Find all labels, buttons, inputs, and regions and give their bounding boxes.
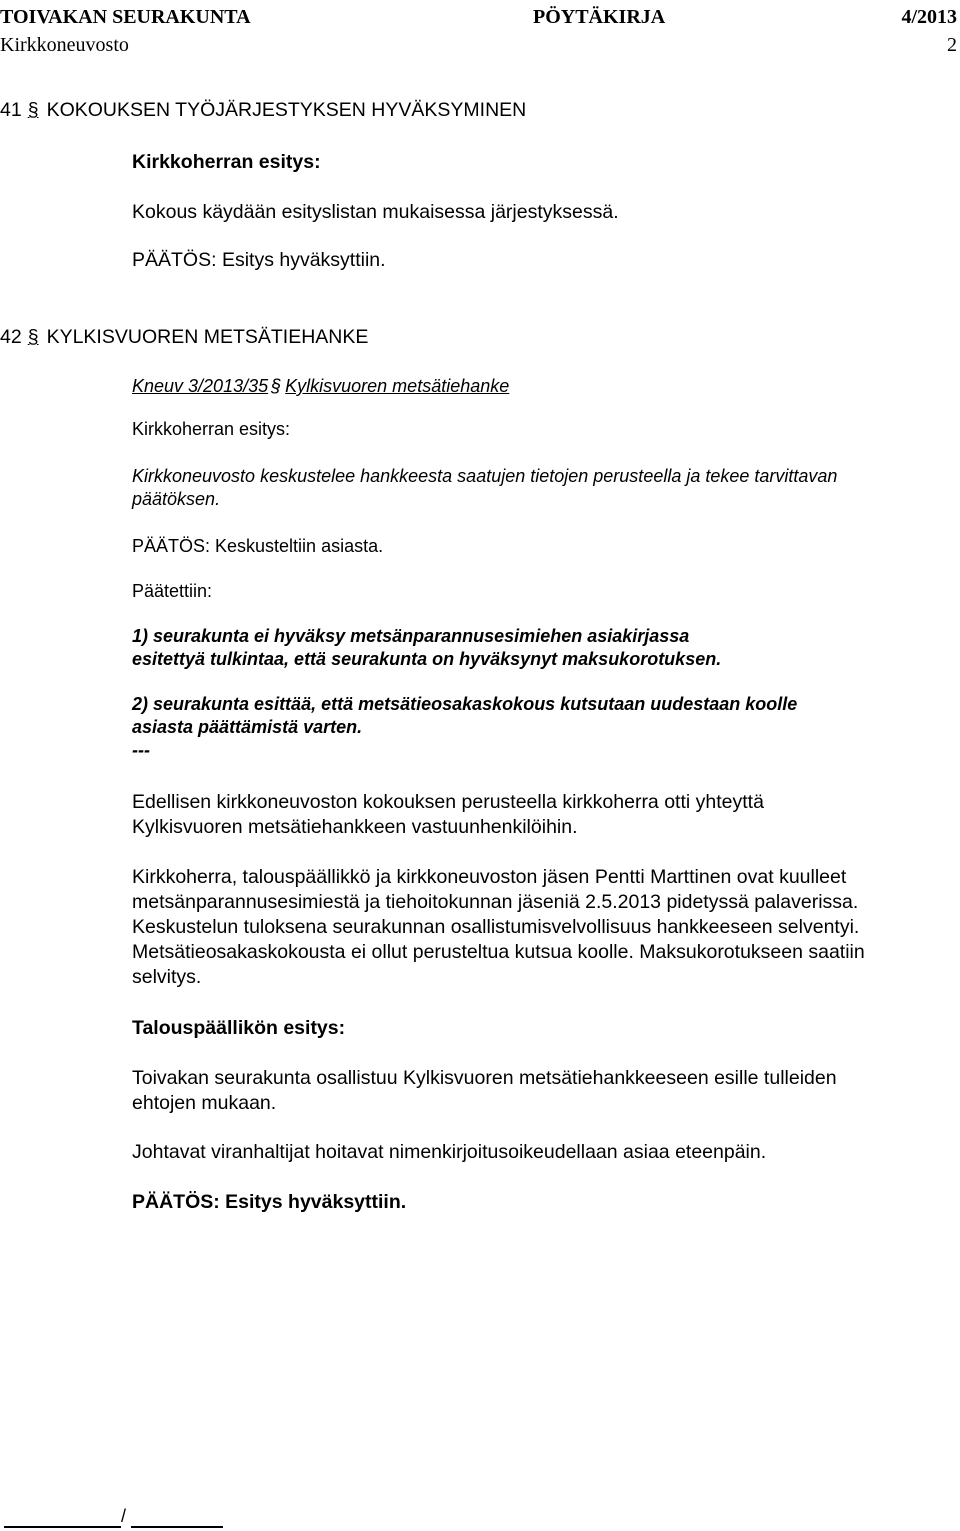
section-symbol: § [271, 376, 282, 396]
section-41-heading [0, 98, 526, 122]
header-org: TOIVAKAN SEURAKUNTA [0, 6, 251, 28]
section-42-decision: PÄÄTÖS: Esitys hyväksyttiin. [132, 1191, 407, 1213]
section-41-proposal-label: Kirkkoherran esitys: [132, 151, 321, 173]
header-doc-number: 4/2013 [901, 6, 957, 28]
paragraph-2-line-1: Kirkkoherra, talouspäällikkö ja kirkkoneuvoston jäsen Pentti Marttinen ovat kuulleet [132, 866, 847, 888]
previous-proposal-label: Kirkkoherran esitys: [132, 419, 291, 439]
paragraph-2-line-5: selvitys. [132, 966, 202, 988]
paragraph-2-line-2: metsänparannusesimiestä ja tiehoitokunnan jäseniä 2.5.2013 pidetyssä palaverissa. [132, 891, 859, 913]
finance-proposal-label: Talouspäällikön esitys: [132, 1017, 346, 1039]
previous-decision: PÄÄTÖS: Keskusteltiin asiasta. [132, 536, 384, 556]
decision-item-2-line-2: asiasta päättämistä varten. [132, 717, 363, 737]
section-42-number: 42 [0, 326, 22, 348]
finance-proposal-line-1: Toivakan seurakunta osallistuu Kylkisvuoren metsätiehankkeeseen esille tulleiden [132, 1067, 837, 1089]
previous-proposal-line-2: päätöksen. [132, 489, 221, 509]
paragraph-1-line-2: Kylkisvuoren metsätiehankkeen vastuunhenkilöihin. [132, 816, 578, 838]
decision-item-2-line-1: 2) seurakunta esittää, että metsätieosakaskokous kutsutaan uudestaan koolle [132, 694, 798, 714]
signature-line-right [131, 1526, 223, 1528]
reference-title: Kylkisvuoren metsätiehanke [285, 376, 510, 396]
section-42-heading [0, 325, 368, 349]
previous-meeting-reference [132, 375, 509, 397]
signature-line-left [4, 1526, 121, 1528]
paragraph-2-line-4: Metsätieosakaskokousta ei ollut perusteltua kutsua koolle. Maksukorotukseen saatiin [132, 941, 865, 963]
finance-proposal-line-2: ehtojen mukaan. [132, 1092, 277, 1114]
decided-label: Päätettiin: [132, 581, 213, 601]
previous-proposal-line-1: Kirkkoneuvosto keskustelee hankkeesta saatujen tietojen perusteella ja tekee tarvittavan [132, 466, 838, 486]
section-41-title: KOKOUKSEN TYÖJÄRJESTYKSEN HYVÄKSYMINEN [46, 99, 527, 121]
section-symbol: § [27, 326, 39, 348]
section-42-title: KYLKISVUOREN METSÄTIEHANKE [46, 326, 369, 348]
header-doc-type: PÖYTÄKIRJA [533, 6, 666, 28]
reference-number: Kneuv 3/2013/35 [132, 376, 269, 396]
section-41-decision: PÄÄTÖS: Esitys hyväksyttiin. [132, 249, 386, 271]
section-41-proposal-text: Kokous käydään esityslistan mukaisessa järjestyksessä. [132, 201, 619, 223]
signature-slash: / [121, 1506, 127, 1526]
decision-item-1-line-1: 1) seurakunta ei hyväksy metsänparannusesimiehen asiakirjassa [132, 626, 690, 646]
section-symbol: § [27, 99, 39, 121]
finance-proposal-paragraph-2: Johtavat viranhaltijat hoitavat nimenkirjoitusoikeudellaan asiaa eteenpäin. [132, 1141, 767, 1163]
header-body: Kirkkoneuvosto [0, 34, 129, 56]
paragraph-1-line-1: Edellisen kirkkoneuvoston kokouksen perusteella kirkkoherra otti yhteyttä [132, 791, 764, 813]
header-page-number: 2 [947, 34, 957, 56]
section-41-number: 41 [0, 99, 22, 121]
separator: --- [132, 740, 150, 760]
paragraph-2-line-3: Keskustelun tuloksena seurakunnan osallistumisvelvollisuus hankkeeseen selventyi. [132, 916, 860, 938]
decision-item-1-line-2: esitettyä tulkintaa, että seurakunta on hyväksynyt maksukorotuksen. [132, 649, 722, 669]
